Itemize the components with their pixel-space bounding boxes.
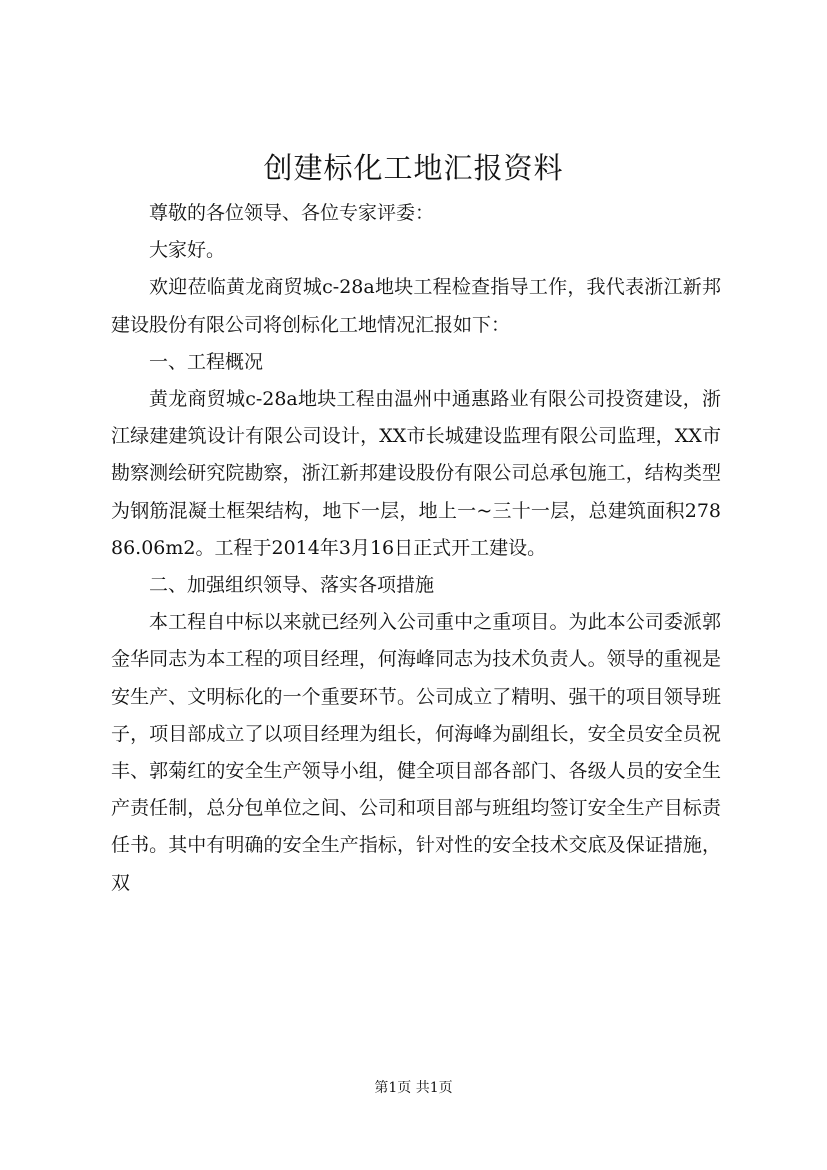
salutation-paragraph: 尊敬的各位领导、各位专家评委：: [149, 202, 435, 224]
organization-paragraph: 本工程自中标以来就已经列入公司重中之重项目。为此本公司委派郭金华同志为本工程的项目经理，何海峰同志为技术负责人。领导的重视是安生产、文明标化的一个重要环节。公司成立了精明、强干的项目领导班子，项目部成立了以项目经理为组长，何海峰为副组长，安全员安全员祝丰、郭菊红的安全生产领导小组，健全项目部各部门、各级人员的安全生产责任制，总分包单位之间、公司和项目部与班组均签订安全生产目标责任书。其中有明确的安全生产指标，针对性的安全技术交底及保证措施，双: [111, 611, 721, 894]
intro-paragraph: 欢迎莅临黄龙商贸城c-28a地块工程检查指导工作，我代表浙江新邦建设股份有限公司将创标化工地情况汇报如下：: [111, 276, 721, 336]
greeting-paragraph: 大家好。: [149, 239, 226, 262]
page-footer: 第1页 共1页: [374, 1080, 453, 1096]
document-body: [111, 195, 721, 902]
section-heading-overview: 一、工程概况: [149, 350, 264, 373]
overview-paragraph: 黄龙商贸城c-28a地块工程由温州中通惠路业有限公司投资建设，浙江绿建建筑设计有限公司设计，XX市长城建设监理有限公司监理，XX市勘察测绘研究院勘察，浙江新邦建设股份有限公司总承包施工，结构类型为钢筋混凝土框架结构，地下一层，地上一~三十一层，总建筑面积27886.06m2。工程于2014年3月16日正式开工建设。: [111, 388, 721, 559]
document-title: 创建标化工地汇报资料: [263, 151, 564, 185]
section-heading-organization: 二、加强组织领导、落实各项措施: [149, 574, 435, 597]
